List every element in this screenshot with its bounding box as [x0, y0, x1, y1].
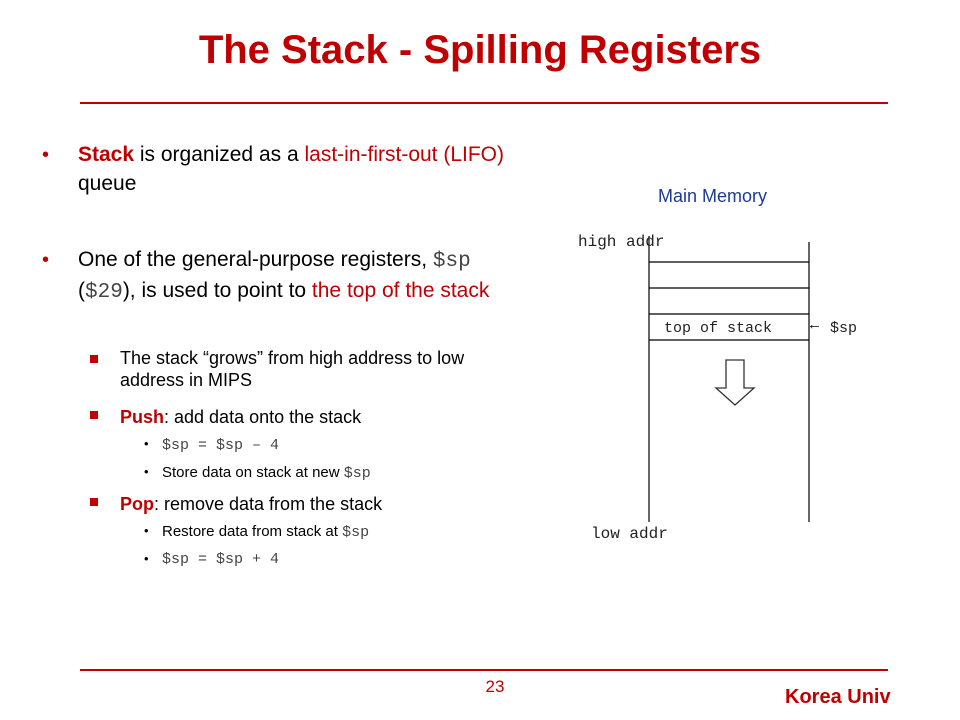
- header-rule: [80, 102, 888, 104]
- bullet-text: queue: [78, 172, 137, 195]
- memory-caption: Main Memory: [658, 186, 768, 206]
- sub-bullet-pop: [120, 493, 530, 515]
- bullet-marker: •: [144, 551, 149, 566]
- bullet-text: is organized as a: [134, 143, 305, 166]
- square-bullet-icon: [90, 349, 100, 369]
- sp-code: $sp: [432, 250, 471, 273]
- sub-bullet-grows: The stack “grows” from high address to low address in MIPS: [120, 348, 465, 390]
- square-bullet-icon: [90, 405, 100, 425]
- bullet-marker: •: [42, 249, 50, 271]
- bullet-text: ), is used to point to: [122, 279, 312, 302]
- bullet-text: (: [78, 279, 85, 302]
- top-of-stack-label: top of stack: [664, 320, 773, 337]
- top-of-stack-term: the top of the stack: [311, 279, 490, 302]
- pop-text: : remove data from the stack: [154, 494, 383, 514]
- push-label: Push: [120, 407, 165, 427]
- bullet-marker: •: [144, 523, 149, 538]
- page-number: 23: [485, 677, 505, 696]
- square-bullet-icon: [90, 492, 100, 512]
- sp-code: $sp: [342, 524, 370, 541]
- sub-bullet-push: [120, 406, 530, 428]
- high-addr-label: high addr: [578, 233, 665, 251]
- bullet-text: One of the general-purpose registers,: [78, 248, 433, 271]
- down-arrow-icon: [716, 360, 754, 405]
- bullet-sp-register: [78, 245, 528, 307]
- footer-org: Korea Univ: [785, 686, 891, 708]
- stack-term: Stack: [78, 143, 135, 166]
- pop-label: Pop: [120, 494, 154, 514]
- slide-title: The Stack - Spilling Registers: [198, 28, 762, 72]
- step-text: Store data on stack at new: [162, 464, 344, 481]
- push-step-2: [162, 463, 371, 484]
- bullet-marker: •: [144, 436, 149, 451]
- push-step-1: $sp = $sp – 4: [162, 437, 280, 454]
- step-text: Restore data from stack at: [162, 523, 343, 540]
- pop-step-2: $sp = $sp + 4: [162, 551, 280, 568]
- bullet-marker: •: [42, 144, 50, 166]
- low-addr-label: low addr: [591, 525, 668, 543]
- memory-diagram: [600, 230, 880, 530]
- sp-pointer-label: $sp: [830, 320, 858, 337]
- bullet-stack-lifo: [78, 140, 528, 198]
- bullet-marker: •: [144, 464, 149, 479]
- footer-rule: [80, 669, 888, 671]
- lifo-term: last-in-first-out (LIFO): [304, 143, 505, 166]
- sp-arrow-icon: ←: [810, 317, 820, 334]
- push-text: : add data onto the stack: [164, 407, 362, 427]
- reg29-code: $29: [85, 281, 123, 304]
- sp-code: $sp: [343, 465, 371, 482]
- pop-step-1: [162, 522, 369, 543]
